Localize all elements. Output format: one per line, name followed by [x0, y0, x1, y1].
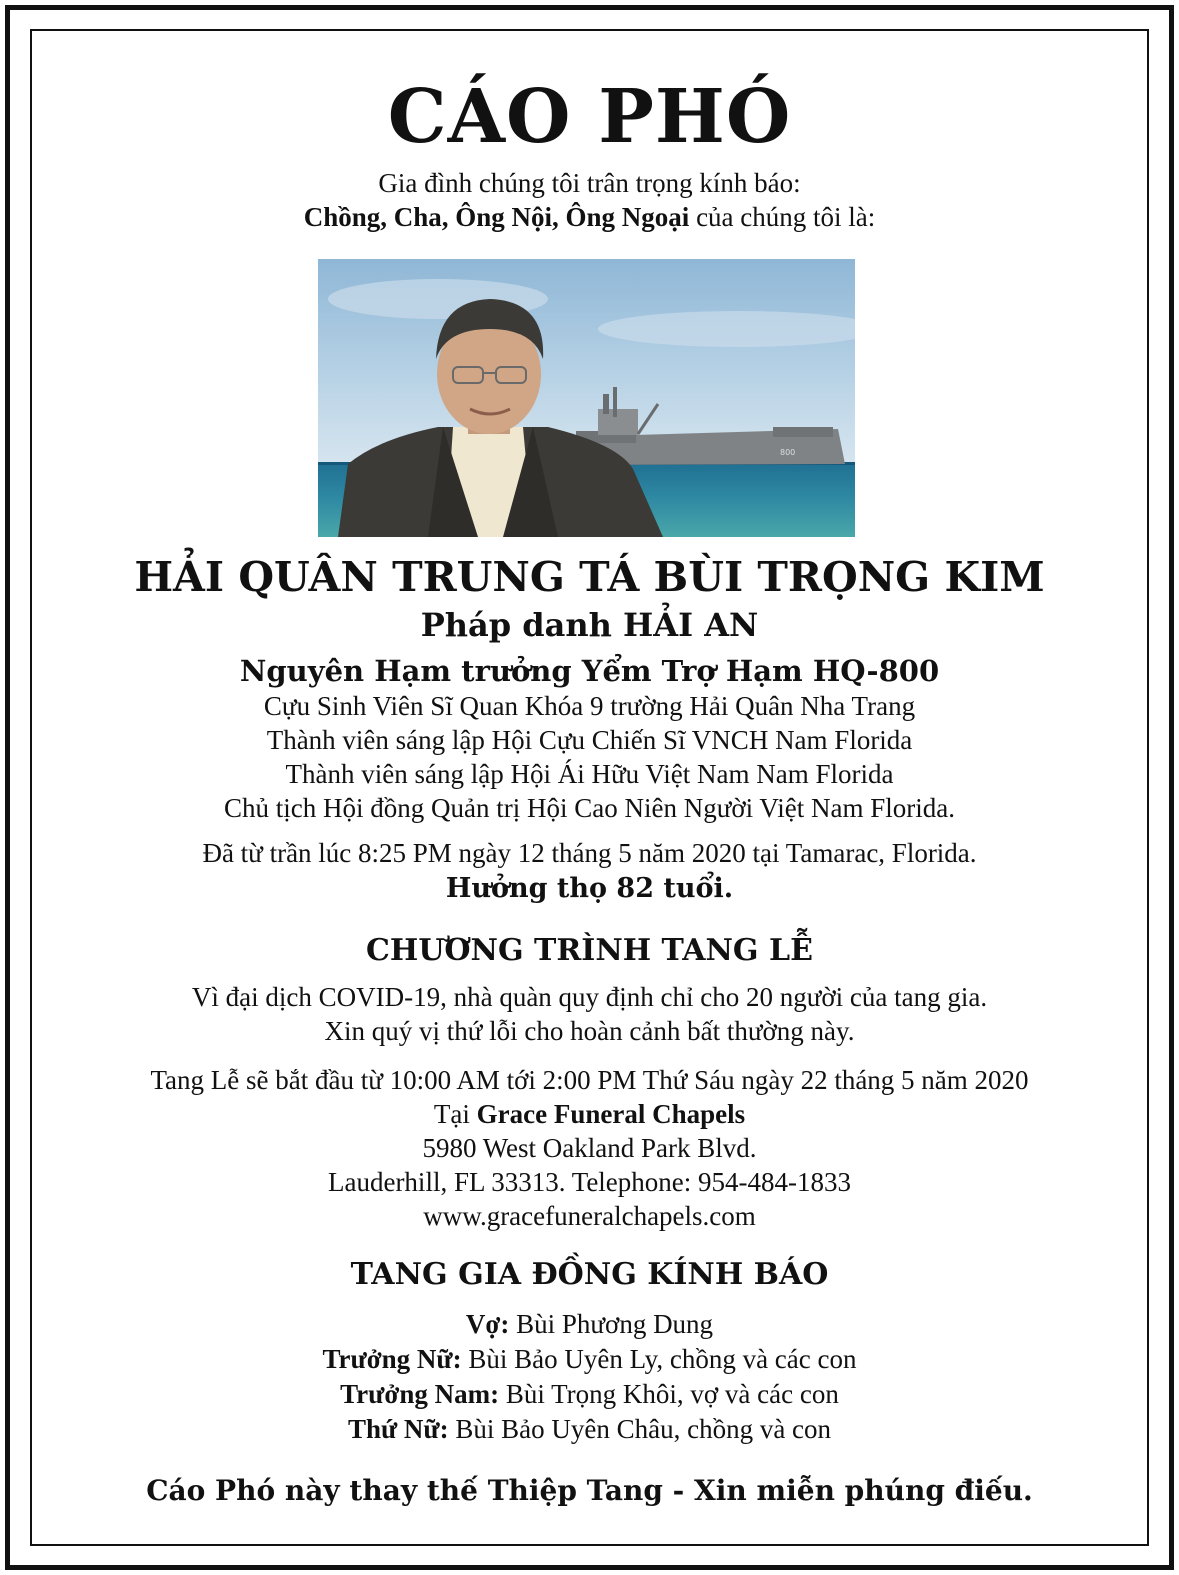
family-names: Bùi Phương Dung — [509, 1309, 714, 1339]
ship-hull-number: 800 — [780, 448, 796, 457]
family-member — [0, 1342, 1179, 1376]
intro-line: Gia đình chúng tôi trân trọng kính báo: — [378, 168, 801, 198]
role-line: Chủ tịch Hội đồng Quản trị Hội Cao Niên Người Việt Nam Florida. — [224, 793, 955, 823]
dharma-name: Pháp danh HẢI AN — [420, 606, 759, 644]
former-position: Nguyên Hạm trưởng Yểm Trợ Hạm HQ-800 — [239, 654, 940, 688]
venue-line — [0, 1097, 1179, 1131]
family-member — [0, 1377, 1179, 1411]
passing-line: Đã từ trần lúc 8:25 PM ngày 12 tháng 5 năm 2020 tại Tamarac, Florida. — [202, 838, 977, 868]
family-heading: TANG GIA ĐỒNG KÍNH BÁO — [350, 1257, 829, 1292]
page-title: CÁO PHÓ — [387, 74, 792, 160]
relations-bold: Chồng, Cha, Ông Nội, Ông Ngoại — [303, 202, 690, 232]
address-line: 5980 West Oakland Park Blvd. — [422, 1133, 757, 1163]
family-role: Vợ: — [465, 1309, 510, 1339]
closing-line: Cáo Phó này thay thế Thiệp Tang - Xin miễn phúng điếu. — [146, 1474, 1033, 1507]
family-role: Trưởng Nữ: — [322, 1344, 462, 1374]
website-link[interactable]: www.gracefuneralchapels.com — [423, 1201, 756, 1231]
deceased-name: HẢI QUÂN TRUNG TÁ BÙI TRỌNG KIM — [134, 553, 1045, 601]
portrait-photo — [318, 259, 855, 537]
covid-note: Vì đại dịch COVID-19, nhà quàn quy định chỉ cho 20 người của tang gia. — [191, 982, 988, 1012]
family-names: Bùi Bảo Uyên Ly, chồng và các con — [461, 1344, 857, 1374]
age-line: Hưởng thọ 82 tuổi. — [445, 873, 734, 904]
family-member — [0, 1307, 1179, 1341]
schedule-line: Tang Lễ sẽ bắt đầu từ 10:00 AM tới 2:00 PM Thứ Sáu ngày 22 tháng 5 năm 2020 — [150, 1065, 1029, 1095]
role-line: Thành viên sáng lập Hội Cựu Chiến Sĩ VNCH Nam Florida — [266, 725, 913, 755]
family-role: Thứ Nữ: — [347, 1414, 449, 1444]
address-line: Lauderhill, FL 33313. Telephone: 954-484-1833 — [327, 1167, 852, 1197]
relations-line — [0, 200, 1179, 234]
covid-note: Xin quý vị thứ lỗi cho hoàn cảnh bất thường này. — [324, 1016, 855, 1046]
family-member — [0, 1412, 1179, 1446]
venue-prefix: Tại — [433, 1099, 477, 1129]
relations-rest: của chúng tôi là: — [689, 202, 876, 232]
role-line: Cựu Sinh Viên Sĩ Quan Khóa 9 trường Hải Quân Nha Trang — [263, 691, 916, 721]
family-names: Bùi Bảo Uyên Châu, chồng và con — [448, 1414, 832, 1444]
role-line: Thành viên sáng lập Hội Ái Hữu Việt Nam Nam Florida — [285, 759, 894, 789]
venue-name: Grace Funeral Chapels — [476, 1099, 746, 1129]
family-role: Trưởng Nam: — [340, 1379, 500, 1409]
program-heading: CHƯƠNG TRÌNH TANG LỄ — [366, 933, 813, 968]
family-names: Bùi Trọng Khôi, vợ và các con — [499, 1379, 839, 1409]
